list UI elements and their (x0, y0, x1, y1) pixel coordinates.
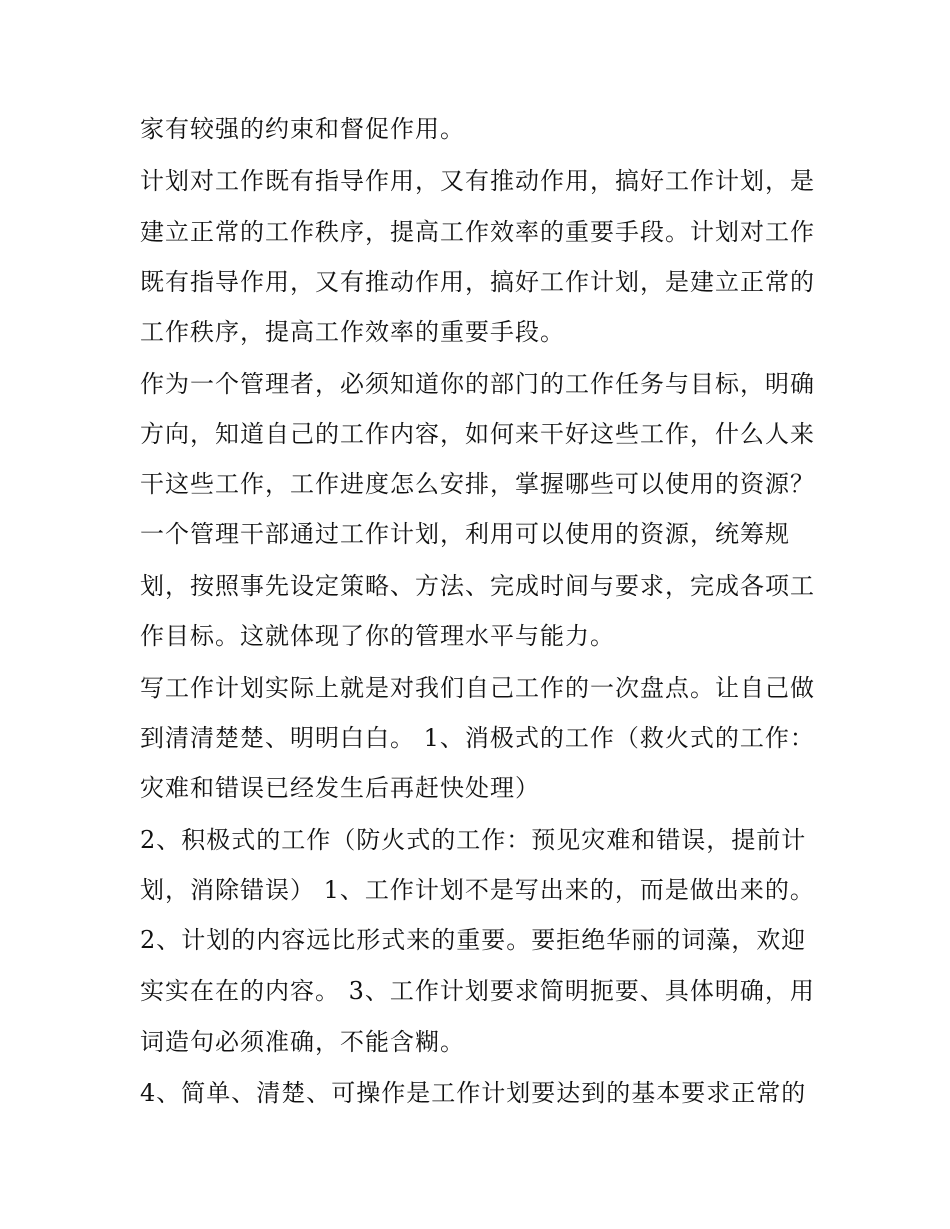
text-line: 建立正常的工作秩序，提高工作效率的重要手段。计划对工作 (140, 218, 815, 246)
text-line: 干这些工作，工作进度怎么安排，掌握哪些可以使用的资源？ (140, 470, 815, 498)
text-line: 实实在在的内容。 3、工作计划要求简明扼要、具体明确，用 (140, 977, 815, 1005)
text-line: 划，消除错误） 1、工作计划不是写出来的，而是做出来的。 (140, 876, 815, 904)
text-line: 既有指导作用，又有推动作用，搞好工作计划，是建立正常的 (140, 268, 815, 296)
text-line: 一个管理干部通过工作计划，利用可以使用的资源，统筹规 (140, 520, 790, 548)
text-line: 作目标。这就体现了你的管理水平与能力。 (140, 622, 615, 650)
text-line: 2、积极式的工作（防火式的工作：预见灾难和错误，提前计 (140, 826, 807, 854)
text-line: 灾难和错误已经发生后再赶快处理） (140, 774, 540, 802)
text-line: 到清清楚楚、明明白白。 1、消极式的工作（救火式的工作： (140, 724, 815, 752)
text-line: 写工作计划实际上就是对我们自己工作的一次盘点。让自己做 (140, 674, 815, 702)
text-line: 作为一个管理者，必须知道你的部门的工作任务与目标，明确 (140, 370, 815, 398)
text-line: 方向，知道自己的工作内容，如何来干好这些工作，什么人来 (140, 420, 815, 448)
text-line: 词造句必须准确，不能含糊。 (140, 1028, 465, 1056)
text-line: 工作秩序，提高工作效率的重要手段。 (140, 318, 565, 346)
text-line: 家有较强的约束和督促作用。 (140, 115, 465, 143)
text-line: 划，按照事先设定策略、方法、完成时间与要求，完成各项工 (140, 572, 815, 600)
text-line: 计划对工作既有指导作用，又有推动作用，搞好工作计划，是 (140, 167, 815, 195)
text-line: 2、计划的内容远比形式来的重要。要拒绝华丽的词藻，欢迎 (140, 926, 807, 954)
text-line: 4、简单、清楚、可操作是工作计划要达到的基本要求正常的 (140, 1079, 807, 1107)
